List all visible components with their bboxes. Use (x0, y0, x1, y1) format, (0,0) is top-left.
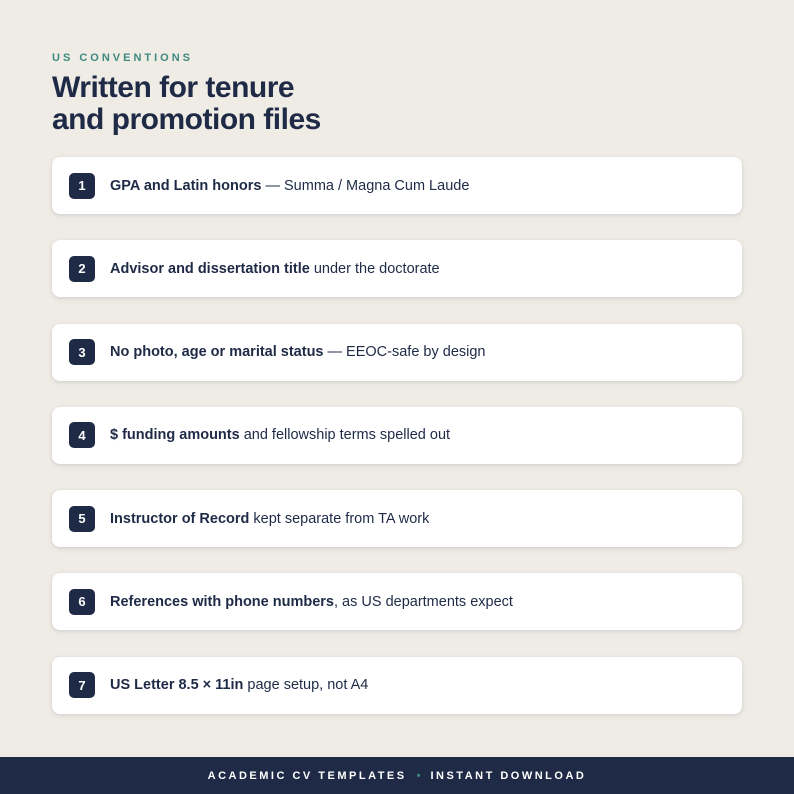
feature-text-rest: , as US departments expect (334, 593, 513, 610)
feature-card (52, 573, 742, 630)
feature-text (110, 178, 469, 194)
feature-text-bold: References with phone numbers (110, 593, 334, 610)
feature-card (52, 324, 742, 381)
feature-card (52, 657, 742, 714)
feature-text-rest: and fellowship terms spelled out (239, 427, 451, 444)
number-badge: 1 (69, 173, 95, 199)
footer-left-text: ACADEMIC CV TEMPLATES (207, 769, 407, 782)
number-badge: 5 (69, 506, 95, 532)
feature-card (52, 407, 742, 464)
number-badge: 2 (69, 256, 95, 282)
feature-card (52, 240, 742, 297)
page-title-line-1: Written for tenure (52, 71, 295, 104)
eyebrow-label: US CONVENTIONS (52, 52, 194, 64)
feature-text (110, 261, 440, 277)
page-title-line-2: and promotion files (52, 103, 321, 136)
feature-text-bold: GPA and Latin honors (110, 177, 262, 194)
feature-text-bold: Instructor of Record (110, 510, 250, 527)
feature-text-bold: US Letter 8.5 × 11in (110, 677, 244, 694)
feature-text (110, 677, 368, 693)
feature-text (110, 594, 513, 610)
number-badge: 7 (69, 672, 95, 698)
feature-text-bold: $ funding amounts (110, 427, 240, 444)
footer-right-text: INSTANT DOWNLOAD (430, 769, 587, 782)
feature-text-bold: Advisor and dissertation title (110, 260, 310, 277)
feature-list (52, 157, 742, 740)
feature-text-rest: page setup, not A4 (243, 677, 369, 694)
footer-banner (0, 757, 794, 794)
feature-text-rest: under the doctorate (309, 260, 440, 277)
feature-text (110, 344, 486, 360)
feature-text-bold: No photo, age or marital status (110, 344, 324, 361)
number-badge: 3 (69, 339, 95, 365)
feature-text-rest: kept separate from TA work (249, 510, 430, 527)
feature-card (52, 490, 742, 547)
number-badge: 4 (69, 422, 95, 448)
feature-text-rest: — Summa / Magna Cum Laude (261, 177, 470, 194)
footer-separator-dot: • (416, 769, 421, 782)
feature-text-rest: — EEOC-safe by design (323, 344, 486, 361)
feature-text (110, 511, 429, 527)
page-title (52, 72, 321, 136)
feature-text (110, 427, 450, 443)
feature-card (52, 157, 742, 214)
number-badge: 6 (69, 589, 95, 615)
